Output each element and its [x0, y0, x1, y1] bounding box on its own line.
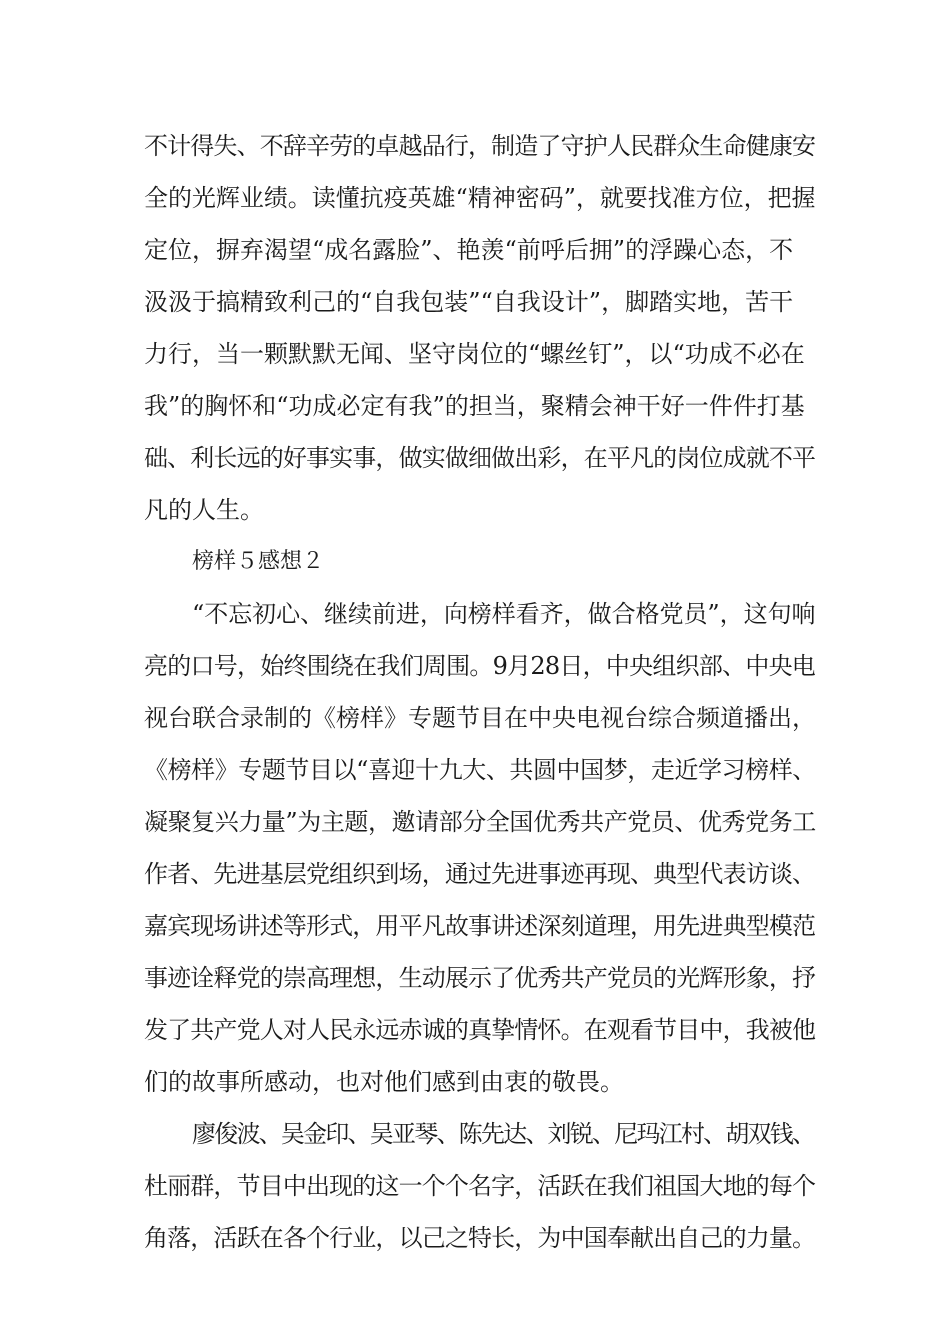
- paragraph-2-line-3: 视台联合录制的《榜样》专题节目在中央电视台综合频道播出，: [144, 704, 816, 732]
- paragraph-1-line-5: 力行，当一颗默默无闻、坚守岗位的“螺丝钉”，以“功成不必在: [144, 340, 805, 368]
- paragraph-1-line-1: 不计得失、不辞辛劳的卓越品行，制造了守护人民群众生命健康安: [144, 132, 816, 160]
- paragraph-2-line-2: 亮的口号，始终围绕在我们周围。9月28日，中央组织部、中央电: [144, 652, 816, 680]
- paragraph-2-line-1: “不忘初心、继续前进，向榜样看齐，做合格党员”，这句响: [192, 600, 816, 628]
- paragraph-1-line-2: 全的光辉业绩。读懂抗疫英雄“精神密码”，就要找准方位，把握: [144, 184, 816, 212]
- paragraph-1-line-8: 凡的人生。: [144, 496, 264, 524]
- paragraph-1-line-4: 汲汲于搞精致利己的“自我包装”“自我设计”，脚踏实地，苦干: [144, 288, 794, 316]
- paragraph-2-line-10: 们的故事所感动，也对他们感到由衷的敬畏。: [144, 1068, 624, 1096]
- paragraph-1-line-3: 定位，摒弃渴望“成名露脸”、艳羡“前呼后拥”的浮躁心态，不: [144, 236, 794, 264]
- paragraph-2-line-5: 凝聚复兴力量”为主题，邀请部分全国优秀共产党员、优秀党务工: [144, 808, 816, 836]
- paragraph-2-line-4: 《榜样》专题节目以“喜迎十九大、共圆中国梦，走近学习榜样、: [144, 756, 816, 784]
- paragraph-3-line-2: 杜丽群，节目中出现的这一个个名字，活跃在我们祖国大地的每个: [144, 1172, 816, 1200]
- paragraph-3-line-1: 廖俊波、吴金印、吴亚琴、陈先达、刘锐、尼玛江村、胡双钱、: [192, 1120, 815, 1148]
- paragraph-2-line-6: 作者、先进基层党组织到场，通过先进事迹再现、典型代表访谈、: [144, 860, 816, 888]
- section-heading: 榜样５感想２: [192, 549, 325, 574]
- paragraph-3-line-3: 角落，活跃在各个行业，以己之特长，为中国奉献出自己的力量。: [144, 1224, 816, 1252]
- paragraph-2-line-9: 发了共产党人对人民永远赤诚的真挚情怀。在观看节目中，我被他: [144, 1016, 816, 1044]
- paragraph-2-line-7: 嘉宾现场讲述等形式，用平凡故事讲述深刻道理，用先进典型模范: [144, 912, 816, 940]
- paragraph-1-line-7: 础、利长远的好事实事，做实做细做出彩，在平凡的岗位成就不平: [144, 444, 816, 472]
- paragraph-1-line-6: 我”的胸怀和“功成必定有我”的担当，聚精会神干好一件件打基: [144, 392, 805, 420]
- paragraph-2-line-8: 事迹诠释党的崇高理想，生动展示了优秀共产党员的光辉形象，抒: [144, 964, 816, 992]
